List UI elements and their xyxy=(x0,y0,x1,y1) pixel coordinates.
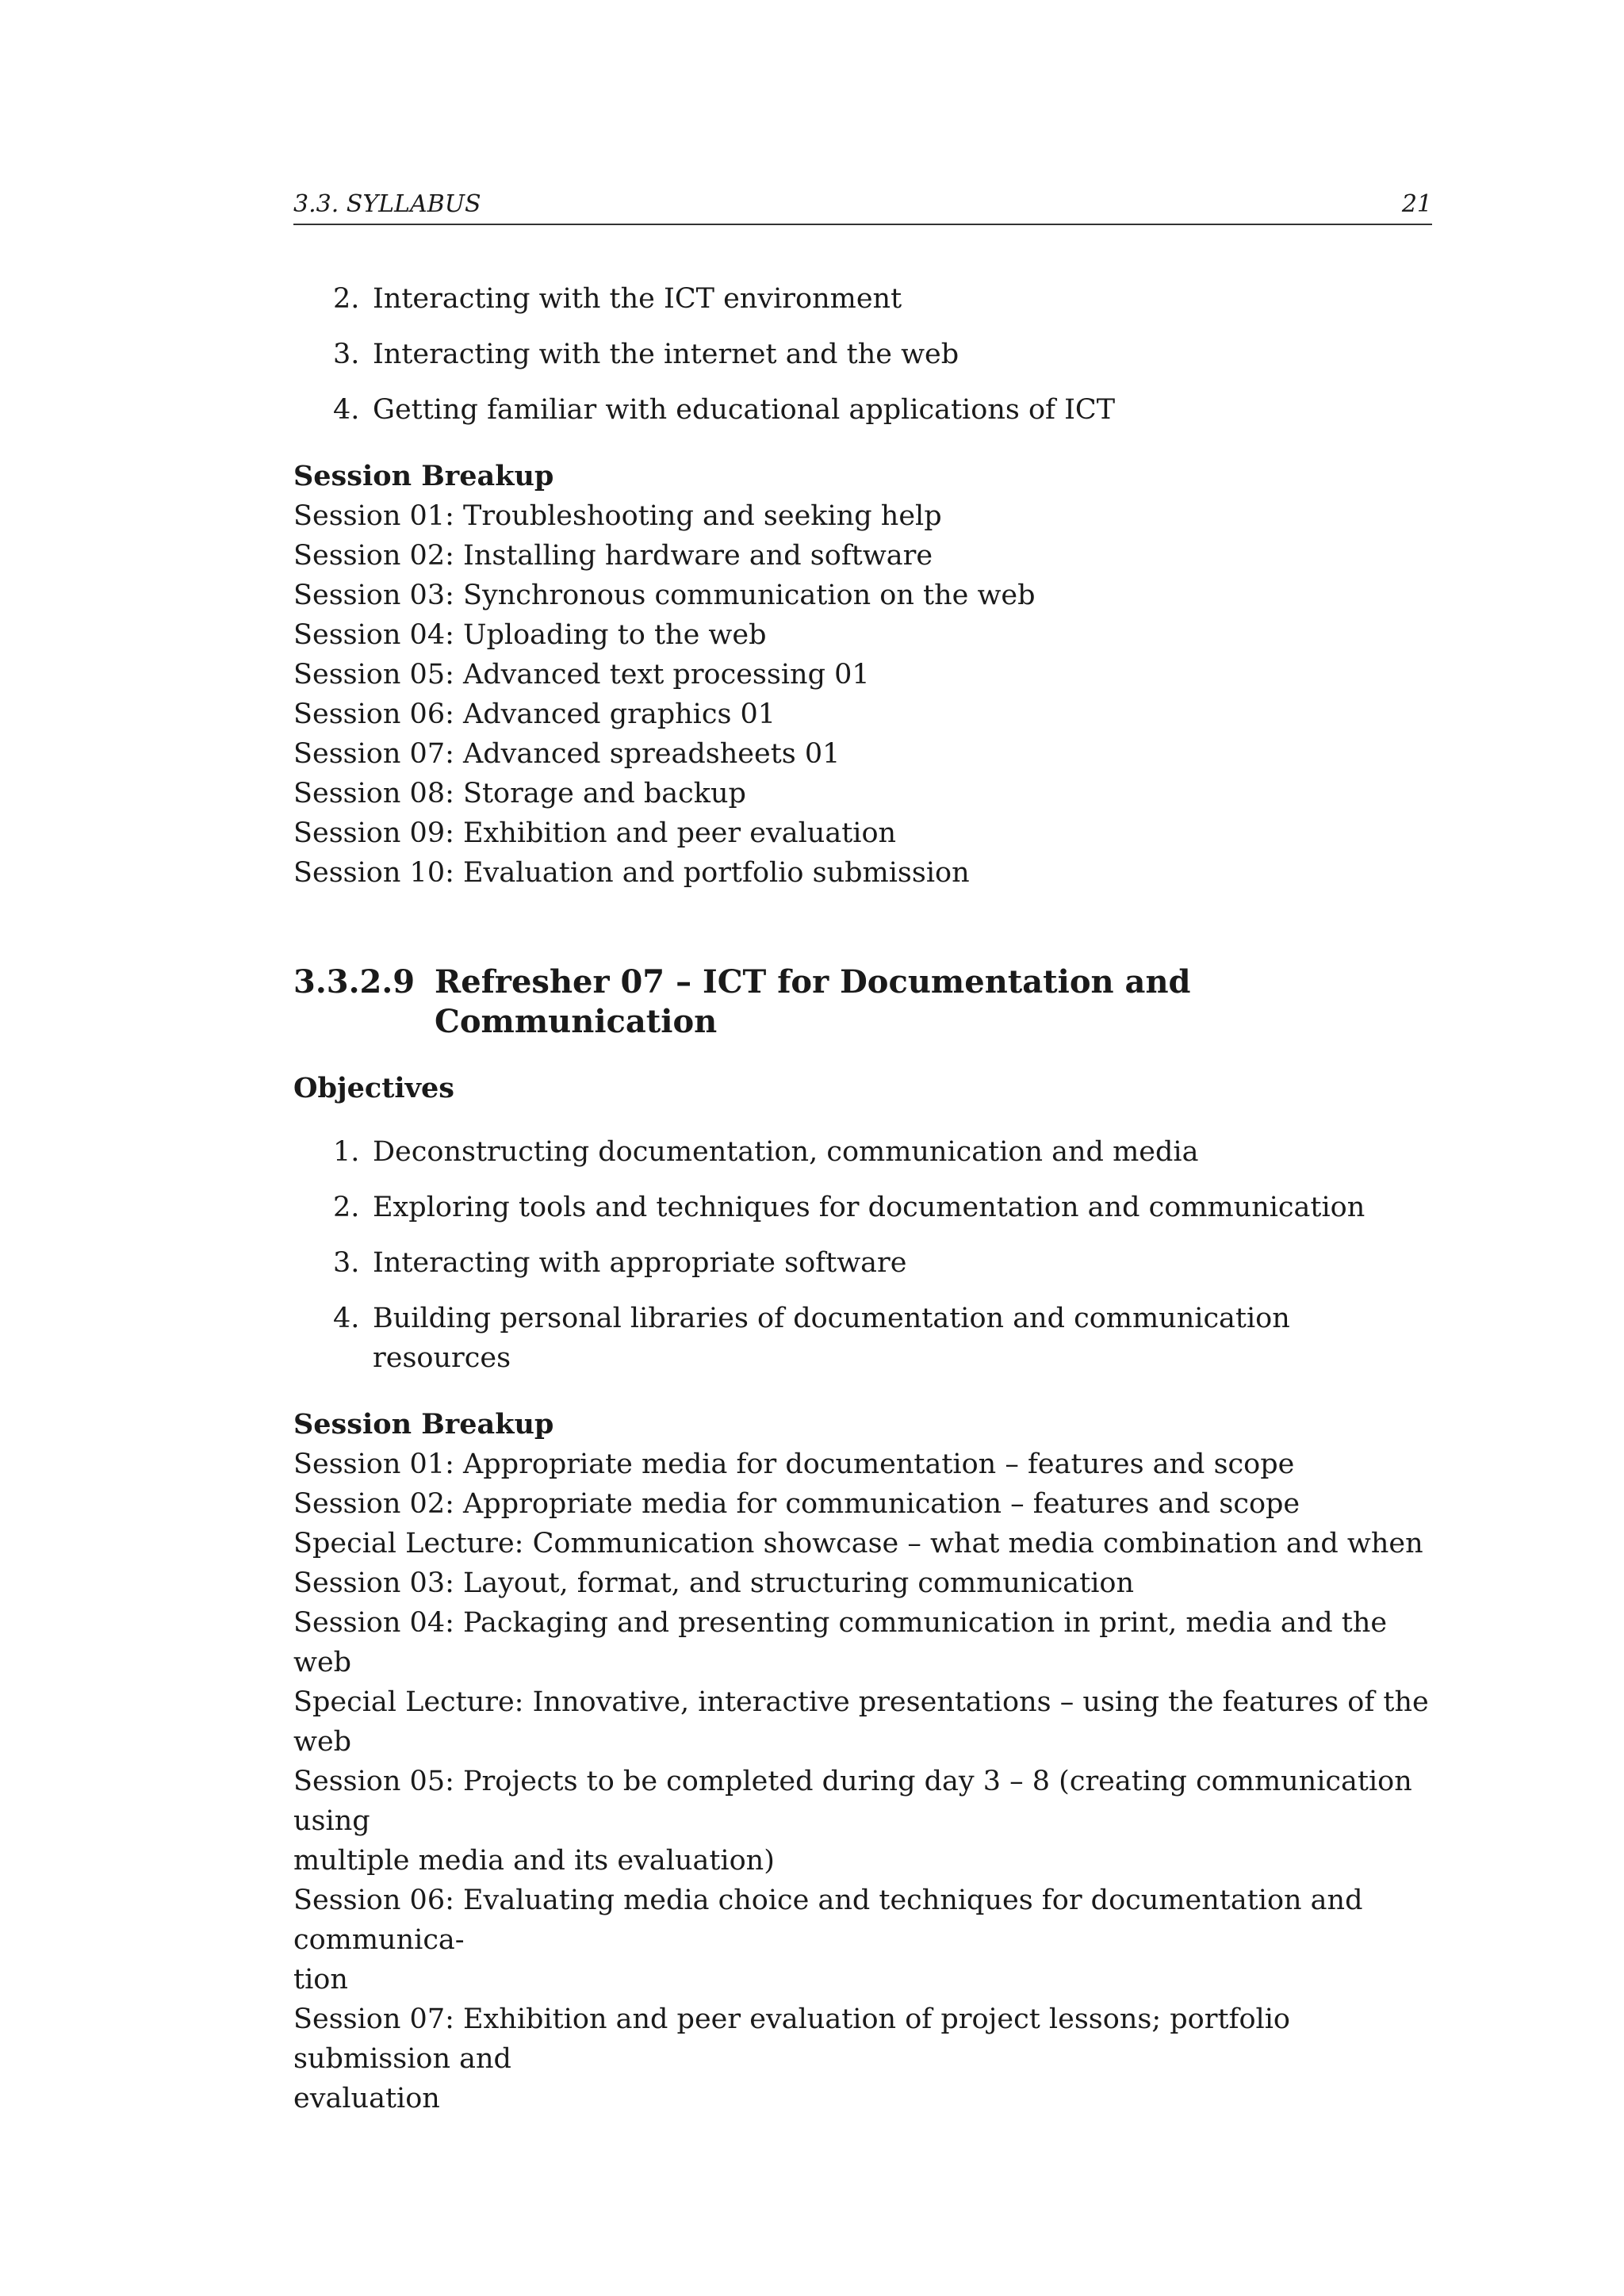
page-content xyxy=(293,279,1432,2118)
session-breakup-label: Session Breakup xyxy=(293,460,554,492)
list-item-text: Exploring tools and techniques for documentation and communication xyxy=(373,1192,1365,1223)
session-line: Special Lecture: Innovative, interactive presentations – using the features of the web xyxy=(293,1686,1429,1758)
section-heading xyxy=(293,962,1432,1042)
session-line: tion xyxy=(293,1964,348,1996)
session-line: Session 08: Storage and backup xyxy=(293,778,746,809)
header-section-title: 3.3. SYLLABUS xyxy=(293,190,481,218)
session-line: Session 06: Advanced graphics 01 xyxy=(293,698,776,730)
running-header xyxy=(293,190,1432,225)
list-item-text: Interacting with the internet and the web xyxy=(373,339,959,370)
list-item xyxy=(293,335,1432,374)
session-breakup-block xyxy=(293,1405,1432,2118)
list-item-number: 4. xyxy=(333,1303,360,1334)
session-line: evaluation xyxy=(293,2083,440,2114)
list-item-text: Interacting with appropriate software xyxy=(373,1247,907,1279)
list-item-text: Getting familiar with educational applications of ICT xyxy=(373,394,1116,426)
list-item-text: Building personal libraries of documentation and communication resources xyxy=(373,1303,1290,1374)
objectives-label: Objectives xyxy=(293,1072,454,1104)
list-item-number: 2. xyxy=(333,1192,360,1223)
session-line: Session 09: Exhibition and peer evaluation xyxy=(293,817,897,849)
session-line: Session 02: Appropriate media for communication – features and scope xyxy=(293,1488,1300,1520)
session-line: Session 03: Synchronous communication on the web xyxy=(293,580,1036,611)
section-title-line: Communication xyxy=(435,1003,718,1040)
session-line: Session 03: Layout, format, and structuring communication xyxy=(293,1567,1135,1599)
session-line: Session 04: Uploading to the web xyxy=(293,619,767,651)
session-line: Session 01: Appropriate media for documentation – features and scope xyxy=(293,1448,1295,1480)
session-line: Session 07: Advanced spreadsheets 01 xyxy=(293,738,841,770)
objectives-list xyxy=(293,1132,1432,1378)
session-line: Special Lecture: Communication showcase – what media combination and when xyxy=(293,1528,1423,1559)
list-item xyxy=(293,1299,1432,1378)
session-line: Session 05: Projects to be completed during day 3 – 8 (creating communication using xyxy=(293,1766,1412,1837)
list-item xyxy=(293,1188,1432,1227)
list-item-number: 2. xyxy=(333,283,360,315)
session-breakup-label: Session Breakup xyxy=(293,1408,554,1441)
session-line: Session 01: Troubleshooting and seeking help xyxy=(293,500,942,532)
list-item xyxy=(293,1132,1432,1172)
session-breakup-block xyxy=(293,457,1432,893)
session-line: Session 10: Evaluation and portfolio submission xyxy=(293,857,970,889)
section-title-line: Refresher 07 – ICT for Documentation and xyxy=(435,963,1191,1001)
list-item xyxy=(293,390,1432,430)
session-line: Session 07: Exhibition and peer evaluation of project lessons; portfolio submission and xyxy=(293,2003,1290,2075)
list-item xyxy=(293,279,1432,319)
list-item-text: Deconstructing documentation, communication and media xyxy=(373,1136,1199,1168)
session-line: Session 02: Installing hardware and software xyxy=(293,540,933,572)
section-number: 3.3.2.9 xyxy=(293,963,416,1001)
session-line: Session 05: Advanced text processing 01 xyxy=(293,659,870,691)
page-number: 21 xyxy=(1401,190,1432,218)
continued-objectives-list xyxy=(293,279,1432,430)
session-line: multiple media and its evaluation) xyxy=(293,1845,775,1877)
list-item-text: Interacting with the ICT environment xyxy=(373,283,902,315)
session-line: Session 06: Evaluating media choice and techniques for documentation and communica- xyxy=(293,1885,1363,1956)
list-item-number: 4. xyxy=(333,394,360,426)
list-item xyxy=(293,1243,1432,1283)
list-item-number: 3. xyxy=(333,1247,360,1279)
list-item-number: 1. xyxy=(333,1136,360,1168)
list-item-number: 3. xyxy=(333,339,360,370)
session-line: Session 04: Packaging and presenting communication in print, media and the web xyxy=(293,1607,1388,1678)
